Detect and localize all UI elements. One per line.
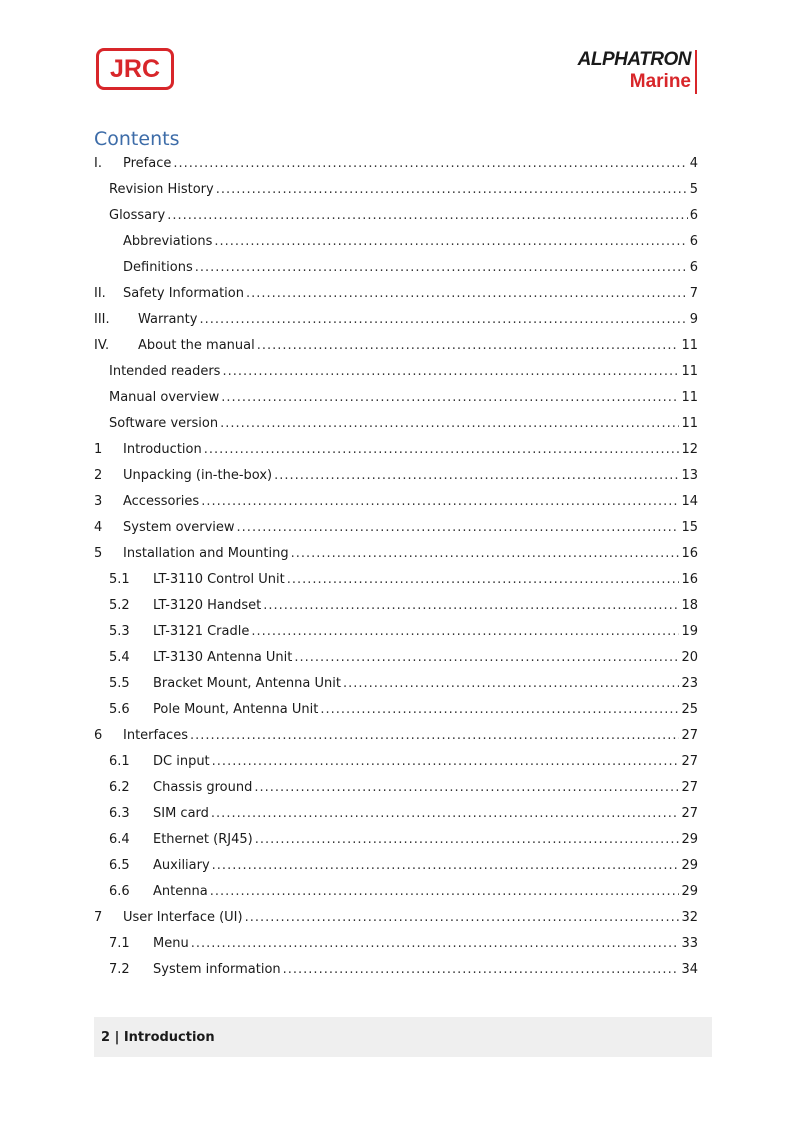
toc-entry-title: Accessories	[123, 494, 200, 509]
toc-entry-title: SIM card	[153, 806, 209, 821]
toc-entry-title: About the manual	[138, 338, 255, 353]
toc-entry-title: LT-3110 Control Unit	[153, 572, 285, 587]
toc-entry[interactable]	[94, 515, 698, 541]
toc-entry-number: 5.2	[109, 598, 130, 613]
toc-entry-number: 7.2	[109, 962, 130, 977]
toc-leader-dots	[274, 463, 679, 489]
toc-leader-dots	[343, 671, 680, 697]
toc-entry-page: 33	[681, 936, 698, 951]
toc-entry-page: 32	[681, 910, 698, 925]
toc-entry[interactable]	[94, 385, 698, 411]
toc-leader-dots	[210, 879, 680, 905]
toc-entry-title: LT-3121 Cradle	[153, 624, 250, 639]
toc-entry-page: 6	[689, 260, 698, 275]
footer-page-label: 2 | Introduction	[101, 1029, 215, 1045]
toc-leader-dots	[246, 281, 688, 307]
toc-entry-page: 6	[689, 208, 698, 223]
toc-entry-title: Chassis ground	[153, 780, 253, 795]
toc-entry-number: 1	[94, 442, 103, 457]
toc-entry-page: 25	[681, 702, 698, 717]
toc-entry-page: 16	[681, 546, 698, 561]
toc-entry-title: Antenna	[153, 884, 208, 899]
toc-entry-number: I.	[94, 156, 102, 171]
toc-entry[interactable]	[94, 151, 698, 177]
toc-entry[interactable]	[94, 775, 698, 801]
toc-entry-title: Revision History	[109, 182, 214, 197]
toc-entry[interactable]	[94, 879, 698, 905]
toc-entry-title: Manual overview	[109, 390, 220, 405]
alphatron-logo-text: ALPHATRON	[577, 49, 691, 70]
toc-entry-number: 5.1	[109, 572, 130, 587]
page-footer	[94, 1017, 712, 1057]
toc-entry-title: Preface	[123, 156, 172, 171]
toc-entry-title: Pole Mount, Antenna Unit	[153, 702, 319, 717]
toc-entry-title: System overview	[123, 520, 235, 535]
toc-entry-number: 5.3	[109, 624, 130, 639]
toc-entry-number: 7	[94, 910, 103, 925]
toc-leader-dots	[212, 853, 680, 879]
toc-entry[interactable]	[94, 437, 698, 463]
toc-entry-page: 29	[681, 832, 698, 847]
toc-entry-page: 11	[681, 338, 698, 353]
toc-entry-title: Menu	[153, 936, 189, 951]
toc-entry-title: DC input	[153, 754, 210, 769]
toc-entry-title: LT-3120 Handset	[153, 598, 262, 613]
toc-entry[interactable]	[94, 593, 698, 619]
toc-entry[interactable]	[94, 411, 698, 437]
toc-entry[interactable]	[94, 229, 698, 255]
toc-entry-page: 5	[689, 182, 698, 197]
toc-entry-title: Glossary	[109, 208, 166, 223]
toc-entry-title: Definitions	[123, 260, 193, 275]
toc-leader-dots	[255, 827, 680, 853]
jrc-logo: JRC	[96, 48, 174, 90]
toc-entry-title: Unpacking (in-the-box)	[123, 468, 273, 483]
toc-leader-dots	[220, 411, 679, 437]
toc-entry[interactable]	[94, 203, 698, 229]
toc-entry-page: 6	[689, 234, 698, 249]
toc-entry-page: 20	[681, 650, 698, 665]
toc-leader-dots	[251, 619, 679, 645]
toc-leader-dots	[216, 177, 688, 203]
toc-leader-dots	[294, 645, 679, 671]
toc-entry-number: 2	[94, 468, 103, 483]
toc-entry-title: Bracket Mount, Antenna Unit	[153, 676, 341, 691]
toc-leader-dots	[222, 359, 679, 385]
toc-entry[interactable]	[94, 827, 698, 853]
toc-entry-page: 27	[681, 806, 698, 821]
toc-entry-title: Intended readers	[109, 364, 221, 379]
toc-entry[interactable]	[94, 619, 698, 645]
alphatron-marine-logo	[578, 50, 697, 94]
toc-leader-dots	[204, 437, 680, 463]
toc-leader-dots	[221, 385, 679, 411]
toc-entry-number: 5	[94, 546, 103, 561]
toc-leader-dots	[199, 307, 687, 333]
toc-entry-page: 23	[681, 676, 698, 691]
toc-entry[interactable]	[94, 541, 698, 567]
toc-entry-title: Ethernet (RJ45)	[153, 832, 253, 847]
toc-entry-number: 6.3	[109, 806, 130, 821]
toc-leader-dots	[190, 723, 679, 749]
toc-entry-page: 27	[681, 780, 698, 795]
toc-entry-number: 5.6	[109, 702, 130, 717]
toc-leader-dots	[254, 775, 679, 801]
toc-leader-dots	[173, 151, 687, 177]
toc-leader-dots	[283, 957, 680, 983]
toc-entry-page: 13	[681, 468, 698, 483]
toc-entry-page: 15	[681, 520, 698, 535]
toc-entry-title: Warranty	[138, 312, 198, 327]
toc-entry[interactable]	[94, 723, 698, 749]
toc-entry-title: Auxiliary	[153, 858, 210, 873]
toc-entry-page: 27	[681, 754, 698, 769]
toc-entry-page: 27	[681, 728, 698, 743]
toc-entry[interactable]	[94, 463, 698, 489]
toc-entry-page: 29	[681, 858, 698, 873]
toc-entry[interactable]	[94, 671, 698, 697]
toc-entry-page: 11	[681, 364, 698, 379]
toc-entry[interactable]	[94, 853, 698, 879]
toc-entry-title: LT-3130 Antenna Unit	[153, 650, 293, 665]
toc-leader-dots	[167, 203, 688, 229]
toc-entry[interactable]	[94, 905, 698, 931]
toc-leader-dots	[191, 931, 680, 957]
toc-entry-title: Installation and Mounting	[123, 546, 289, 561]
toc-entry[interactable]	[94, 749, 698, 775]
toc-entry-number: 7.1	[109, 936, 130, 951]
toc-entry-number: 6.1	[109, 754, 130, 769]
toc-entry-page: 9	[689, 312, 698, 327]
toc-leader-dots	[320, 697, 679, 723]
toc-entry-page: 29	[681, 884, 698, 899]
toc-entry[interactable]	[94, 567, 698, 593]
toc-leader-dots	[201, 489, 679, 515]
toc-leader-dots	[212, 749, 680, 775]
toc-leader-dots	[263, 593, 679, 619]
toc-entry-title: System information	[153, 962, 281, 977]
toc-entry-page: 14	[681, 494, 698, 509]
toc-leader-dots	[287, 567, 680, 593]
toc-entry-page: 34	[681, 962, 698, 977]
toc-entry-number: 5.5	[109, 676, 130, 691]
toc-entry-title: Abbreviations	[123, 234, 213, 249]
toc-entry-page: 4	[689, 156, 698, 171]
toc-entry[interactable]	[94, 359, 698, 385]
toc-entry-number: 4	[94, 520, 103, 535]
toc-entry-title: Introduction	[123, 442, 202, 457]
toc-entry-page: 19	[681, 624, 698, 639]
toc-entry-title: Software version	[109, 416, 219, 431]
contents-heading: Contents	[94, 128, 180, 150]
toc-entry[interactable]	[94, 801, 698, 827]
toc-entry[interactable]	[94, 281, 698, 307]
toc-entry[interactable]	[94, 307, 698, 333]
toc-entry[interactable]	[94, 177, 698, 203]
toc-entry-page: 11	[681, 416, 698, 431]
toc-entry[interactable]	[94, 957, 698, 983]
toc-entry-page: 7	[689, 286, 698, 301]
toc-leader-dots	[237, 515, 680, 541]
toc-entry[interactable]	[94, 931, 698, 957]
toc-leader-dots	[195, 255, 688, 281]
toc-leader-dots	[245, 905, 680, 931]
toc-entry-number: 3	[94, 494, 103, 509]
toc-entry-title: User Interface (UI)	[123, 910, 243, 925]
toc-leader-dots	[291, 541, 680, 567]
toc-entry-number: 6.2	[109, 780, 130, 795]
toc-leader-dots	[257, 333, 680, 359]
toc-entry-title: Interfaces	[123, 728, 188, 743]
toc-entry-page: 12	[681, 442, 698, 457]
toc-leader-dots	[211, 801, 680, 827]
toc-entry-page: 16	[681, 572, 698, 587]
toc-entry[interactable]	[94, 489, 698, 515]
toc-entry-title: Safety Information	[123, 286, 244, 301]
toc-entry-number: III.	[94, 312, 110, 327]
toc-entry[interactable]	[94, 255, 698, 281]
toc-entry-number: 6	[94, 728, 103, 743]
toc-entry-number: 6.6	[109, 884, 130, 899]
toc-entry-number: 6.4	[109, 832, 130, 847]
marine-logo-text: Marine	[629, 71, 691, 92]
toc-entry-page: 18	[681, 598, 698, 613]
toc-entry[interactable]	[94, 333, 698, 359]
toc-entry-number: IV.	[94, 338, 110, 353]
toc-entry[interactable]	[94, 697, 698, 723]
toc-entry[interactable]	[94, 645, 698, 671]
toc-leader-dots	[214, 229, 687, 255]
toc-entry-number: II.	[94, 286, 106, 301]
toc-entry-page: 11	[681, 390, 698, 405]
toc-entry-number: 6.5	[109, 858, 130, 873]
toc-entry-number: 5.4	[109, 650, 130, 665]
